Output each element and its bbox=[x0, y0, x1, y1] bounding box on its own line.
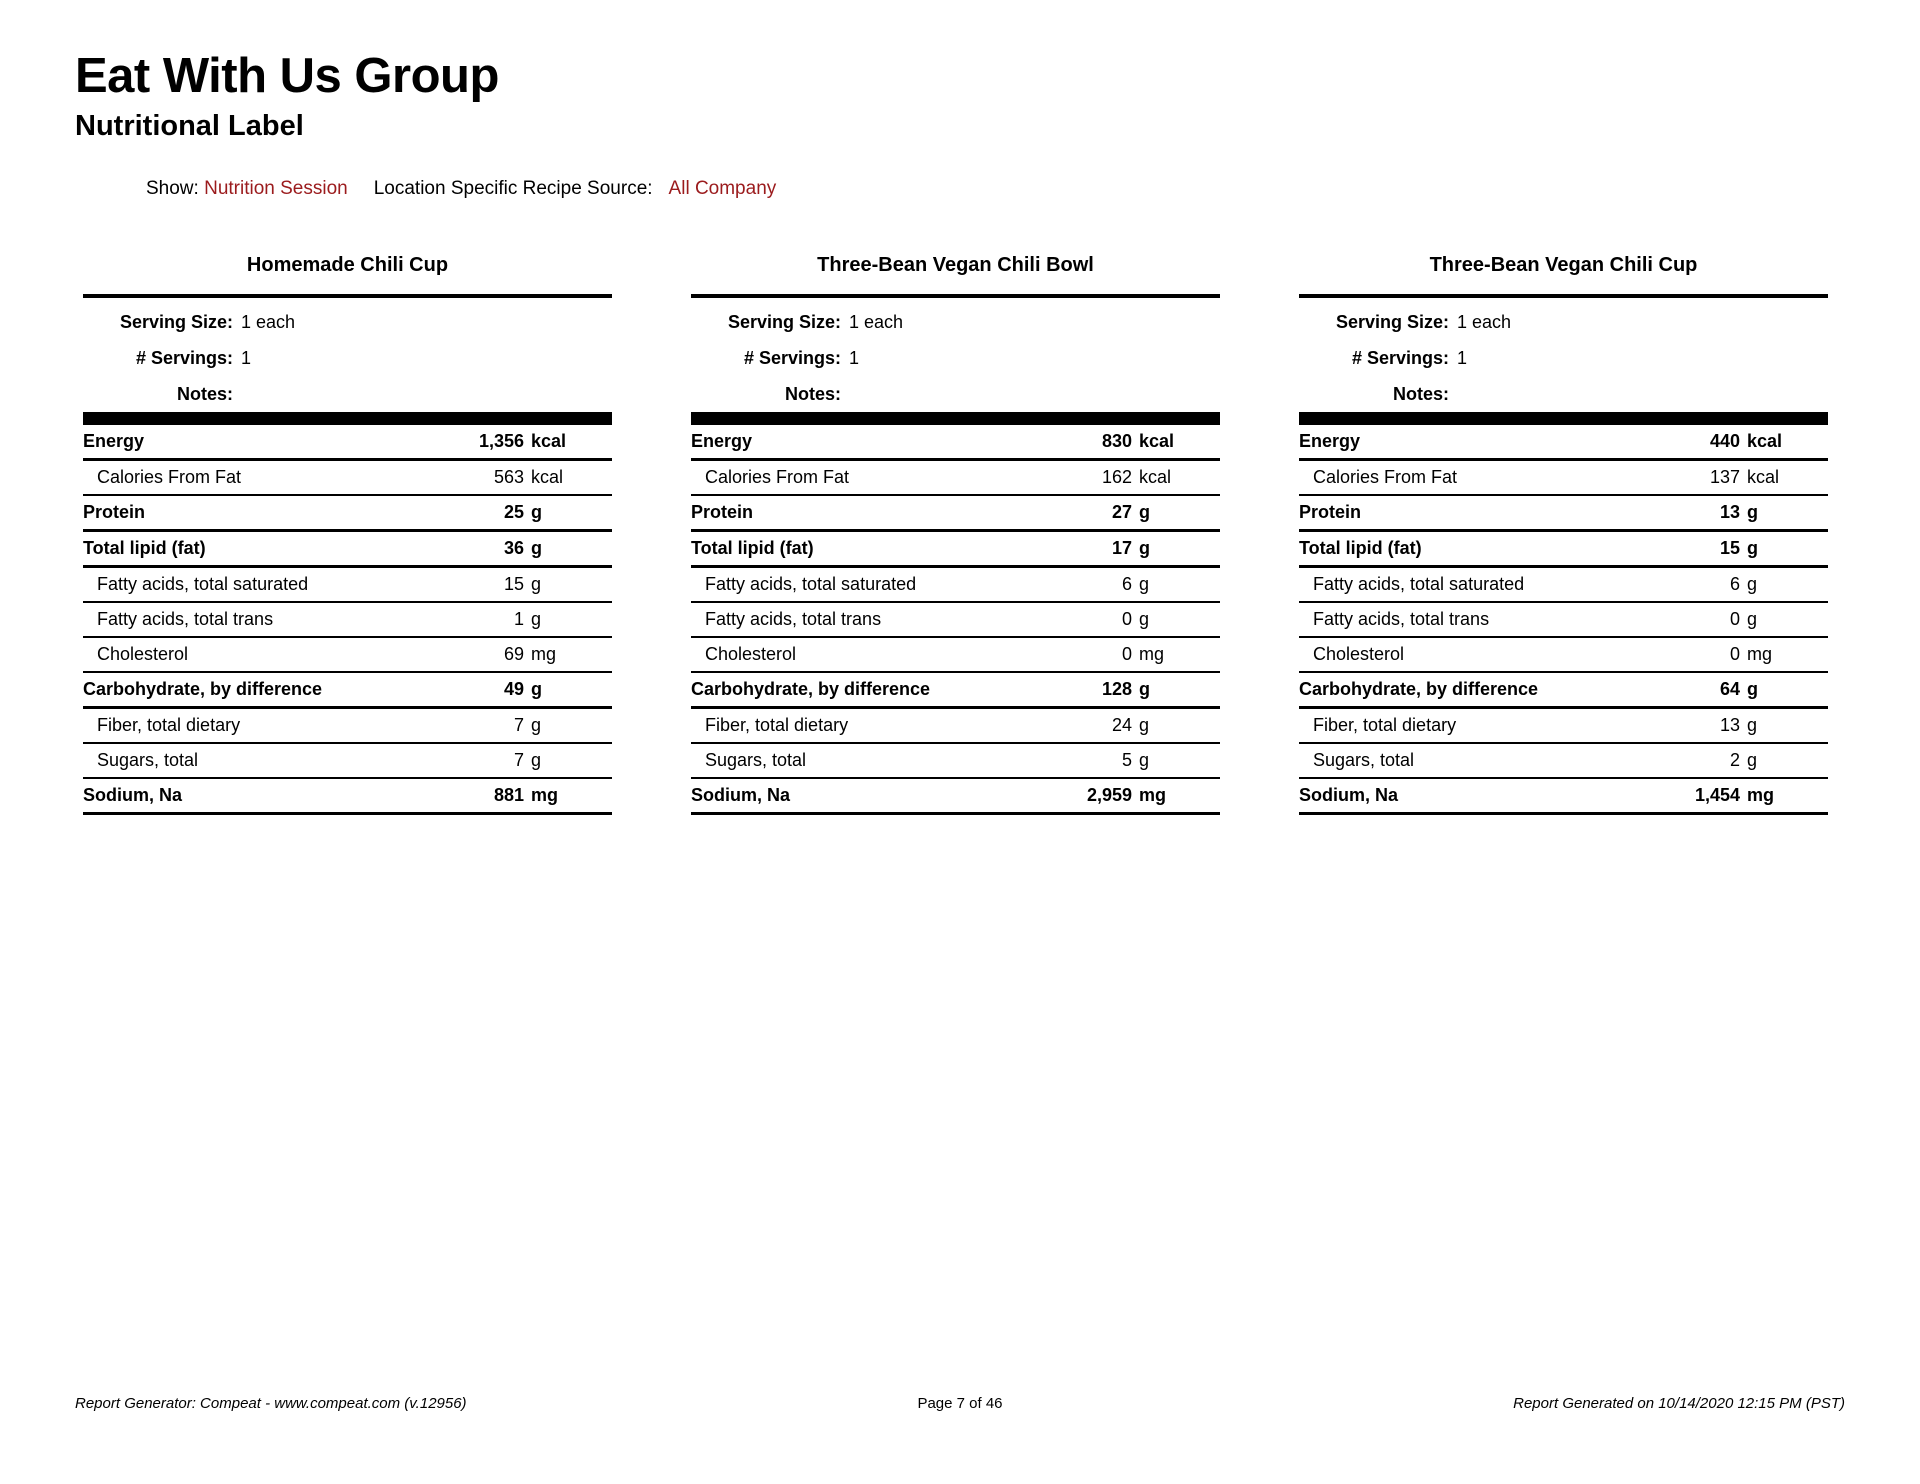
nutrient-row bbox=[83, 709, 612, 744]
nutrient-amount: 1,356 bbox=[478, 431, 524, 451]
servings-row bbox=[83, 340, 612, 376]
nutrient-amount: 36 bbox=[503, 538, 524, 558]
nutrient-row bbox=[83, 673, 612, 709]
nutrient-unit: kcal bbox=[1139, 431, 1175, 451]
nutrient-unit: g bbox=[1747, 502, 1758, 522]
nutrient-unit: g bbox=[1139, 679, 1150, 699]
nutrient-row bbox=[83, 568, 612, 603]
nutrient-amount: 25 bbox=[503, 502, 524, 522]
nutrient-row bbox=[83, 496, 612, 532]
nutrient-name: Fatty acids, total trans bbox=[705, 609, 882, 629]
company-name: Eat With Us Group bbox=[75, 49, 499, 103]
nutrient-name: Total lipid (fat) bbox=[691, 538, 814, 558]
nutrient-unit: g bbox=[531, 574, 542, 594]
nutrient-name: Carbohydrate, by difference bbox=[1299, 679, 1539, 699]
nutrient-unit: g bbox=[531, 750, 542, 770]
footer-generated-timestamp: Report Generated on 10/14/2020 12:15 PM (PST) bbox=[1513, 1395, 1845, 1412]
nutrient-unit: g bbox=[1139, 750, 1150, 770]
nutrient-amount: 6 bbox=[1121, 574, 1132, 594]
notes-label: Notes: bbox=[1392, 384, 1449, 404]
show-label: Show: bbox=[146, 178, 199, 199]
nutrient-unit: mg bbox=[1747, 644, 1773, 664]
nutrient-amount: 7 bbox=[513, 715, 524, 735]
nutrient-amount: 2,959 bbox=[1086, 785, 1132, 805]
nutrient-row bbox=[83, 461, 612, 496]
nutrient-row bbox=[83, 779, 612, 815]
nutrient-unit: mg bbox=[1139, 785, 1166, 805]
nutrient-row bbox=[691, 673, 1220, 709]
serving-size-label: Serving Size: bbox=[119, 312, 233, 332]
servings-label: # Servings: bbox=[743, 348, 841, 368]
serving-size-row bbox=[1299, 304, 1828, 340]
nutrient-name: Sodium, Na bbox=[691, 785, 791, 805]
nutrient-amount: 563 bbox=[493, 467, 524, 487]
nutrient-row bbox=[83, 603, 612, 638]
nutrient-unit: mg bbox=[1139, 644, 1165, 664]
nutrient-name: Fatty acids, total trans bbox=[97, 609, 274, 629]
nutrient-name: Carbohydrate, by difference bbox=[691, 679, 931, 699]
nutrient-unit: mg bbox=[1747, 785, 1774, 805]
notes-row bbox=[691, 376, 1220, 412]
servings-value: 1 bbox=[241, 348, 252, 368]
nutrient-amount: 24 bbox=[1111, 715, 1132, 735]
nutrient-amount: 27 bbox=[1111, 502, 1132, 522]
nutrient-name: Protein bbox=[1299, 502, 1362, 522]
servings-value: 1 bbox=[849, 348, 860, 368]
nutrient-name: Fatty acids, total saturated bbox=[1313, 574, 1525, 594]
nutrient-amount: 15 bbox=[503, 574, 524, 594]
serving-size-value: 1 each bbox=[241, 312, 296, 332]
nutrition-label-card bbox=[691, 250, 1220, 815]
nutrient-amount: 2 bbox=[1729, 750, 1740, 770]
source-value: All Company bbox=[668, 178, 777, 199]
nutrient-amount: 69 bbox=[503, 644, 524, 664]
nutrient-unit: g bbox=[531, 609, 542, 629]
nutrient-row bbox=[691, 709, 1220, 744]
notes-label: Notes: bbox=[176, 384, 233, 404]
title-rule bbox=[691, 294, 1220, 298]
footer-generator: Report Generator: Compeat - www.compeat.com (v.12956) bbox=[75, 1395, 467, 1412]
nutrient-unit: mg bbox=[531, 644, 557, 664]
nutrient-amount: 162 bbox=[1101, 467, 1132, 487]
nutrient-amount: 881 bbox=[493, 785, 524, 805]
table-header-bar bbox=[1299, 412, 1828, 425]
nutrient-row bbox=[1299, 673, 1828, 709]
nutrient-amount: 64 bbox=[1719, 679, 1740, 699]
nutrient-name: Fatty acids, total saturated bbox=[705, 574, 917, 594]
label-title: Homemade Chili Cup bbox=[246, 254, 449, 276]
nutrient-name: Fiber, total dietary bbox=[97, 715, 241, 735]
nutrient-row bbox=[83, 425, 612, 461]
nutrient-amount: 137 bbox=[1709, 467, 1740, 487]
nutrient-name: Fatty acids, total trans bbox=[1313, 609, 1490, 629]
serving-size-label: Serving Size: bbox=[727, 312, 841, 332]
nutrient-name: Cholesterol bbox=[1313, 644, 1405, 664]
nutrient-name: Cholesterol bbox=[97, 644, 189, 664]
nutrient-name: Fiber, total dietary bbox=[705, 715, 849, 735]
servings-label: # Servings: bbox=[1351, 348, 1449, 368]
notes-row bbox=[1299, 376, 1828, 412]
nutrient-unit: kcal bbox=[531, 431, 567, 451]
servings-row bbox=[691, 340, 1220, 376]
serving-size-value: 1 each bbox=[849, 312, 904, 332]
nutrient-table bbox=[83, 425, 612, 815]
nutrient-name: Protein bbox=[83, 502, 146, 522]
nutrient-amount: 15 bbox=[1719, 538, 1740, 558]
table-header-bar bbox=[691, 412, 1220, 425]
nutrient-name: Calories From Fat bbox=[1313, 467, 1458, 487]
nutrient-name: Fatty acids, total saturated bbox=[97, 574, 309, 594]
nutrient-amount: 5 bbox=[1121, 750, 1132, 770]
show-value: Nutrition Session bbox=[204, 178, 348, 199]
nutrient-amount: 7 bbox=[513, 750, 524, 770]
nutrient-row bbox=[691, 779, 1220, 815]
label-title: Three-Bean Vegan Chili Bowl bbox=[817, 254, 1094, 276]
nutrient-name: Energy bbox=[691, 431, 753, 451]
nutrient-unit: g bbox=[1139, 574, 1150, 594]
nutrient-unit: g bbox=[531, 502, 542, 522]
label-title: Three-Bean Vegan Chili Cup bbox=[1429, 254, 1698, 276]
nutrient-row bbox=[83, 532, 612, 568]
nutrient-row bbox=[1299, 461, 1828, 496]
nutrient-name: Total lipid (fat) bbox=[1299, 538, 1422, 558]
serving-block bbox=[691, 304, 1220, 412]
source-label: Location Specific Recipe Source: bbox=[373, 178, 653, 199]
nutrient-name: Energy bbox=[83, 431, 145, 451]
servings-value: 1 bbox=[1457, 348, 1468, 368]
nutrient-unit: g bbox=[1139, 609, 1150, 629]
nutrient-name: Protein bbox=[691, 502, 754, 522]
nutrient-unit: g bbox=[1747, 609, 1758, 629]
serving-size-row bbox=[691, 304, 1220, 340]
nutrition-label-card bbox=[1299, 250, 1828, 815]
nutrient-table bbox=[1299, 425, 1828, 815]
nutrient-amount: 0 bbox=[1121, 609, 1132, 629]
nutrient-row bbox=[691, 638, 1220, 673]
nutrient-unit: g bbox=[1139, 502, 1150, 522]
nutrient-row bbox=[1299, 779, 1828, 815]
nutrient-unit: kcal bbox=[1747, 467, 1780, 487]
nutrient-unit: g bbox=[531, 679, 542, 699]
nutrient-row bbox=[1299, 709, 1828, 744]
nutrient-amount: 0 bbox=[1121, 644, 1132, 664]
nutrient-unit: kcal bbox=[1139, 467, 1172, 487]
title-rule bbox=[83, 294, 612, 298]
nutrient-amount: 1,454 bbox=[1694, 785, 1740, 805]
nutrient-unit: g bbox=[1747, 538, 1758, 558]
nutrient-unit: mg bbox=[531, 785, 558, 805]
nutrient-amount: 13 bbox=[1719, 502, 1740, 522]
serving-size-label: Serving Size: bbox=[1335, 312, 1449, 332]
serving-block bbox=[1299, 304, 1828, 412]
nutrient-name: Cholesterol bbox=[705, 644, 797, 664]
nutrient-row bbox=[1299, 532, 1828, 568]
report-title: Nutritional Label bbox=[75, 110, 304, 142]
nutrient-name: Calories From Fat bbox=[97, 467, 242, 487]
nutrient-row bbox=[691, 603, 1220, 638]
nutrient-amount: 49 bbox=[503, 679, 524, 699]
nutrient-unit: kcal bbox=[531, 467, 564, 487]
nutrient-unit: g bbox=[531, 538, 542, 558]
nutrient-name: Sugars, total bbox=[97, 750, 199, 770]
nutrient-unit: g bbox=[531, 715, 542, 735]
nutrient-amount: 0 bbox=[1729, 609, 1740, 629]
nutrient-name: Energy bbox=[1299, 431, 1361, 451]
serving-size-row bbox=[83, 304, 612, 340]
notes-row bbox=[83, 376, 612, 412]
nutrient-name: Fiber, total dietary bbox=[1313, 715, 1457, 735]
title-rule bbox=[1299, 294, 1828, 298]
serving-size-value: 1 each bbox=[1457, 312, 1512, 332]
nutrient-unit: g bbox=[1139, 715, 1150, 735]
nutrient-row bbox=[691, 461, 1220, 496]
nutrient-name: Sodium, Na bbox=[83, 785, 183, 805]
nutrient-row bbox=[1299, 638, 1828, 673]
nutrient-unit: g bbox=[1139, 538, 1150, 558]
nutrient-row bbox=[691, 568, 1220, 603]
serving-block bbox=[83, 304, 612, 412]
nutrient-row bbox=[1299, 568, 1828, 603]
nutrient-row bbox=[1299, 744, 1828, 779]
nutrient-row bbox=[691, 496, 1220, 532]
report-filters-line bbox=[146, 178, 776, 200]
servings-label: # Servings: bbox=[135, 348, 233, 368]
nutrient-unit: g bbox=[1747, 750, 1758, 770]
table-header-bar bbox=[83, 412, 612, 425]
nutrient-amount: 128 bbox=[1101, 679, 1132, 699]
nutrient-amount: 440 bbox=[1709, 431, 1740, 451]
nutrient-unit: kcal bbox=[1747, 431, 1783, 451]
nutrient-amount: 13 bbox=[1719, 715, 1740, 735]
nutrition-labels-row bbox=[83, 250, 1828, 815]
nutrient-row bbox=[691, 425, 1220, 461]
nutrient-amount: 1 bbox=[513, 609, 524, 629]
nutrient-name: Sugars, total bbox=[1313, 750, 1415, 770]
servings-row bbox=[1299, 340, 1828, 376]
nutrient-unit: g bbox=[1747, 574, 1758, 594]
nutrient-row bbox=[83, 638, 612, 673]
nutrient-amount: 0 bbox=[1729, 644, 1740, 664]
nutrient-unit: g bbox=[1747, 715, 1758, 735]
nutrient-name: Total lipid (fat) bbox=[83, 538, 206, 558]
nutrient-row bbox=[1299, 603, 1828, 638]
nutrient-row bbox=[1299, 496, 1828, 532]
nutrient-row bbox=[691, 744, 1220, 779]
nutrient-name: Sugars, total bbox=[705, 750, 807, 770]
nutrient-row bbox=[83, 744, 612, 779]
nutrition-label-card bbox=[83, 250, 612, 815]
nutrient-name: Sodium, Na bbox=[1299, 785, 1399, 805]
nutrient-unit: g bbox=[1747, 679, 1758, 699]
nutrient-amount: 6 bbox=[1729, 574, 1740, 594]
footer-page-number: Page 7 of 46 bbox=[917, 1395, 1003, 1412]
nutrient-amount: 830 bbox=[1101, 431, 1132, 451]
notes-label: Notes: bbox=[784, 384, 841, 404]
nutrient-name: Carbohydrate, by difference bbox=[83, 679, 323, 699]
nutrient-row bbox=[691, 532, 1220, 568]
nutrient-row bbox=[1299, 425, 1828, 461]
nutrient-table bbox=[691, 425, 1220, 815]
nutrient-amount: 17 bbox=[1111, 538, 1132, 558]
nutrient-name: Calories From Fat bbox=[705, 467, 850, 487]
